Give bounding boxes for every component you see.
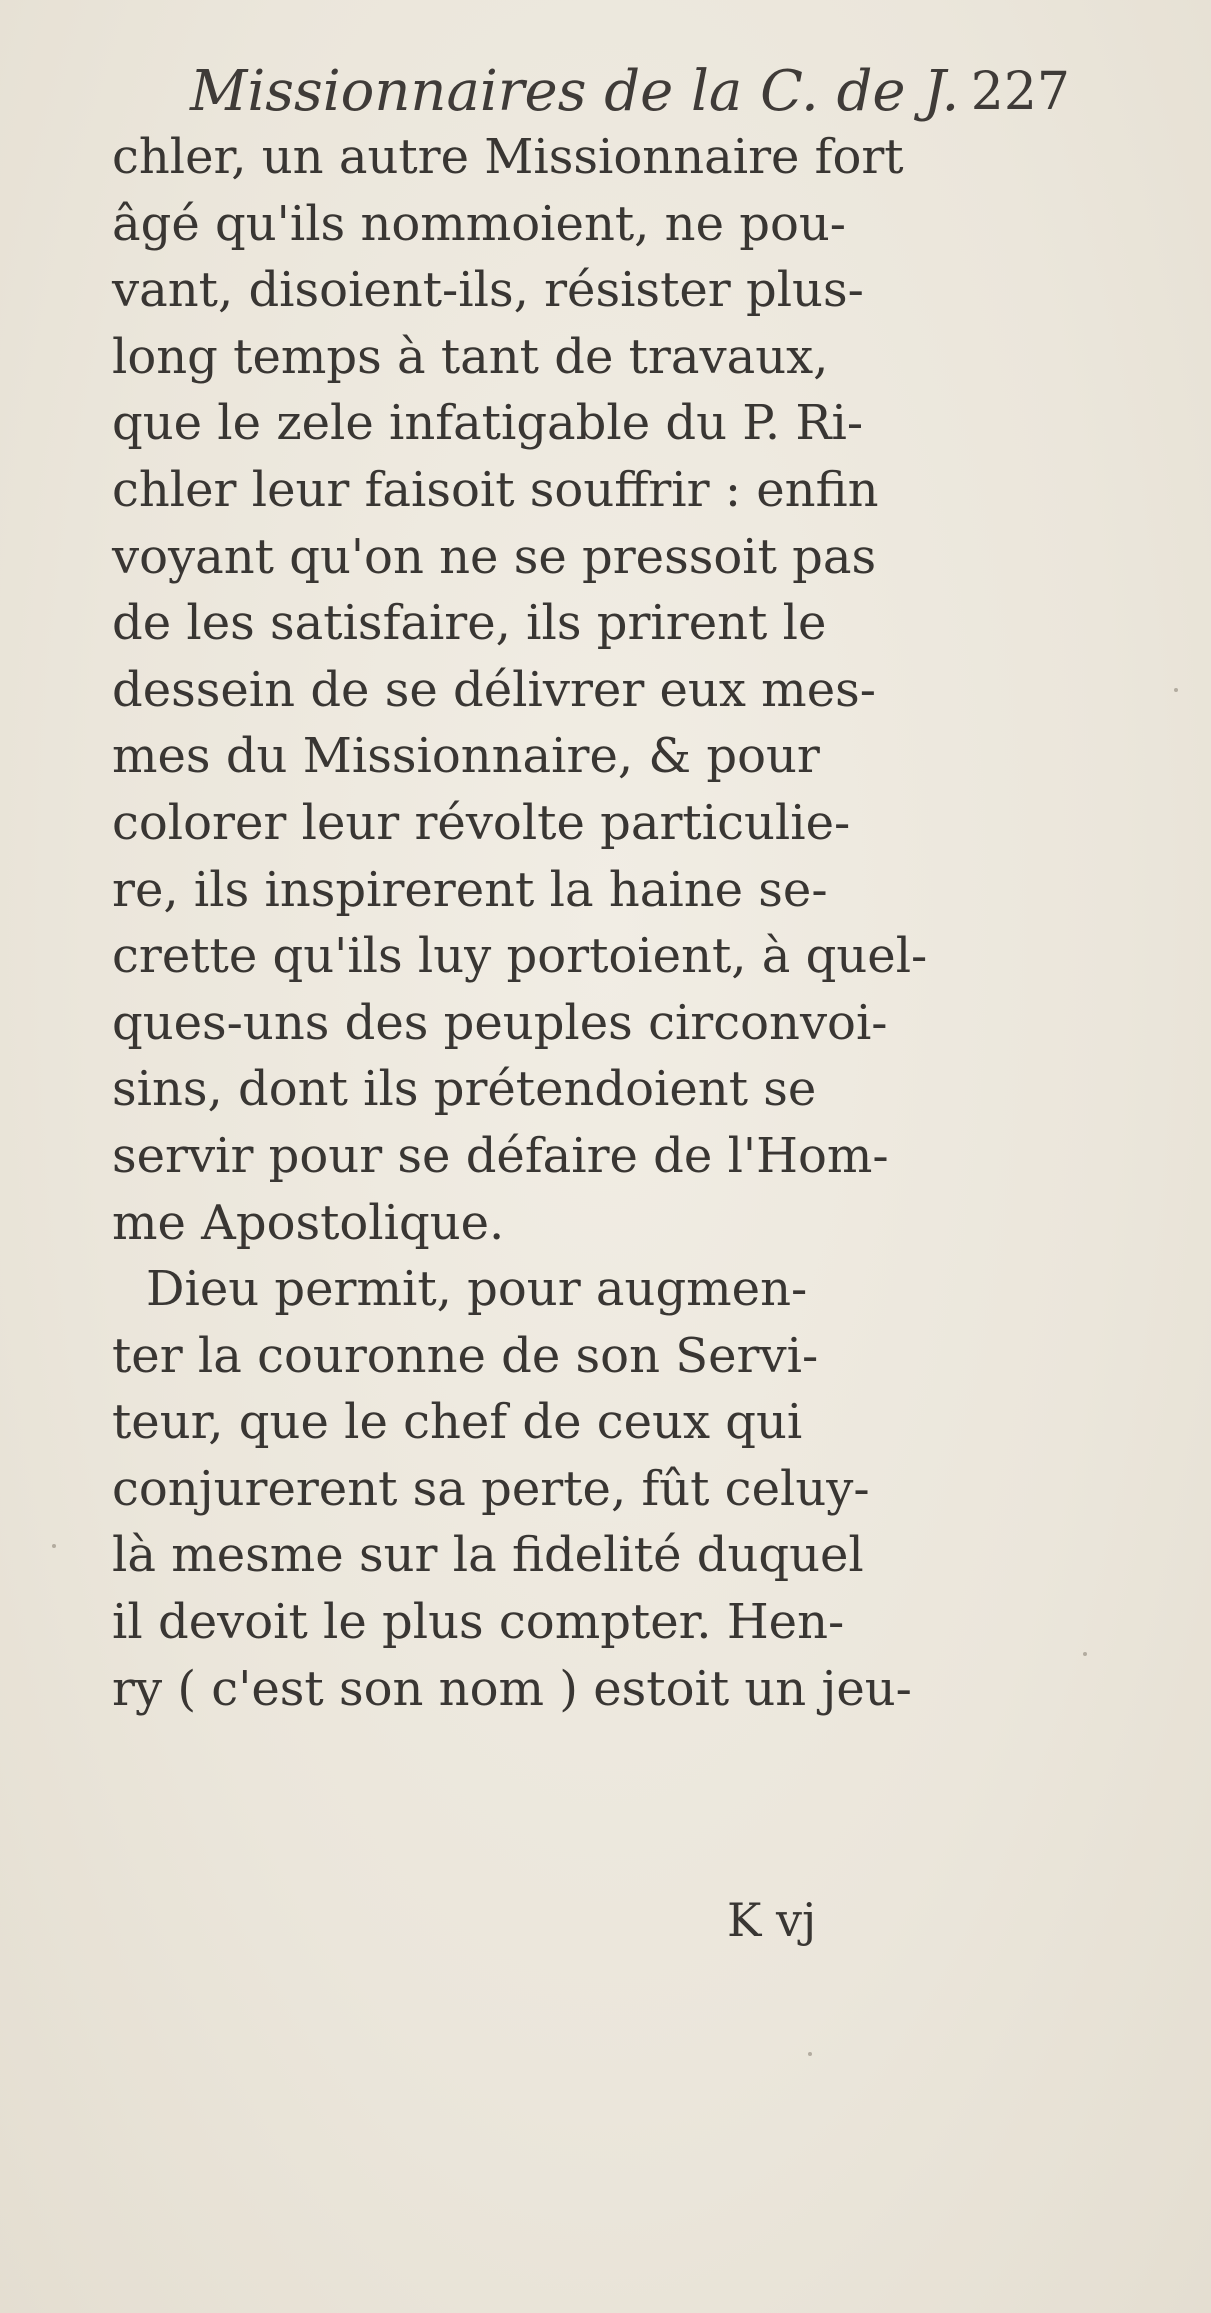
text-line: âgé qu'ils nommoient, ne pou- (112, 195, 846, 252)
text-line: colorer leur révolte particulie- (112, 794, 851, 851)
text-line: là mesme sur la fidelité duquel (112, 1527, 864, 1584)
text-line: ter la couronne de son Servi- (112, 1327, 819, 1384)
text-line: dessein de se délivrer eux mes- (112, 661, 876, 718)
paragraph-first-line: Dieu permit, pour augmen- (146, 1261, 808, 1318)
text-line: il devoit le plus compter. Hen- (112, 1594, 845, 1651)
paper-speck (1174, 688, 1178, 692)
text-line: voyant qu'on ne se pressoit pas (112, 528, 877, 585)
text-line: vant, disoient-ils, résister plus- (112, 262, 864, 319)
text-line: ques-uns des peuples circonvoi- (112, 994, 888, 1051)
signature-mark: K vj (727, 1893, 817, 1947)
page-header (190, 52, 1070, 132)
text-line: ry ( c'est son nom ) estoit un jeu- (112, 1660, 912, 1717)
paper-speck (808, 2052, 812, 2056)
text-line: long temps à tant de travaux, (112, 328, 829, 385)
text-line: mes du Missionnaire, & pour (112, 728, 820, 785)
text-line: sins, dont ils prétendoient se (112, 1061, 817, 1118)
main-text (112, 124, 1062, 1722)
paper-speck (52, 1544, 56, 1548)
text-line: teur, que le chef de ceux qui (112, 1394, 803, 1451)
running-title: Missionnaires de la C. de J. (190, 59, 960, 124)
text-line: chler, un autre Missionnaire fort (112, 129, 904, 185)
text-line: de les satisfaire, ils prirent le (112, 595, 827, 652)
text-line: conjurerent sa perte, fût celuy- (112, 1460, 870, 1517)
text-line: chler leur faisoit souffrir : enfin (112, 461, 879, 518)
page-number: 227 (970, 62, 1070, 122)
text-line: me Apostolique. (112, 1194, 505, 1251)
text-line: que le zele infatigable du P. Ri- (112, 395, 864, 452)
text-line: re, ils inspirerent la haine se- (112, 861, 828, 918)
text-line: servir pour se défaire de l'Hom- (112, 1127, 889, 1184)
paper-speck (1083, 1652, 1087, 1656)
text-line: crette qu'ils luy portoient, à quel- (112, 928, 928, 985)
